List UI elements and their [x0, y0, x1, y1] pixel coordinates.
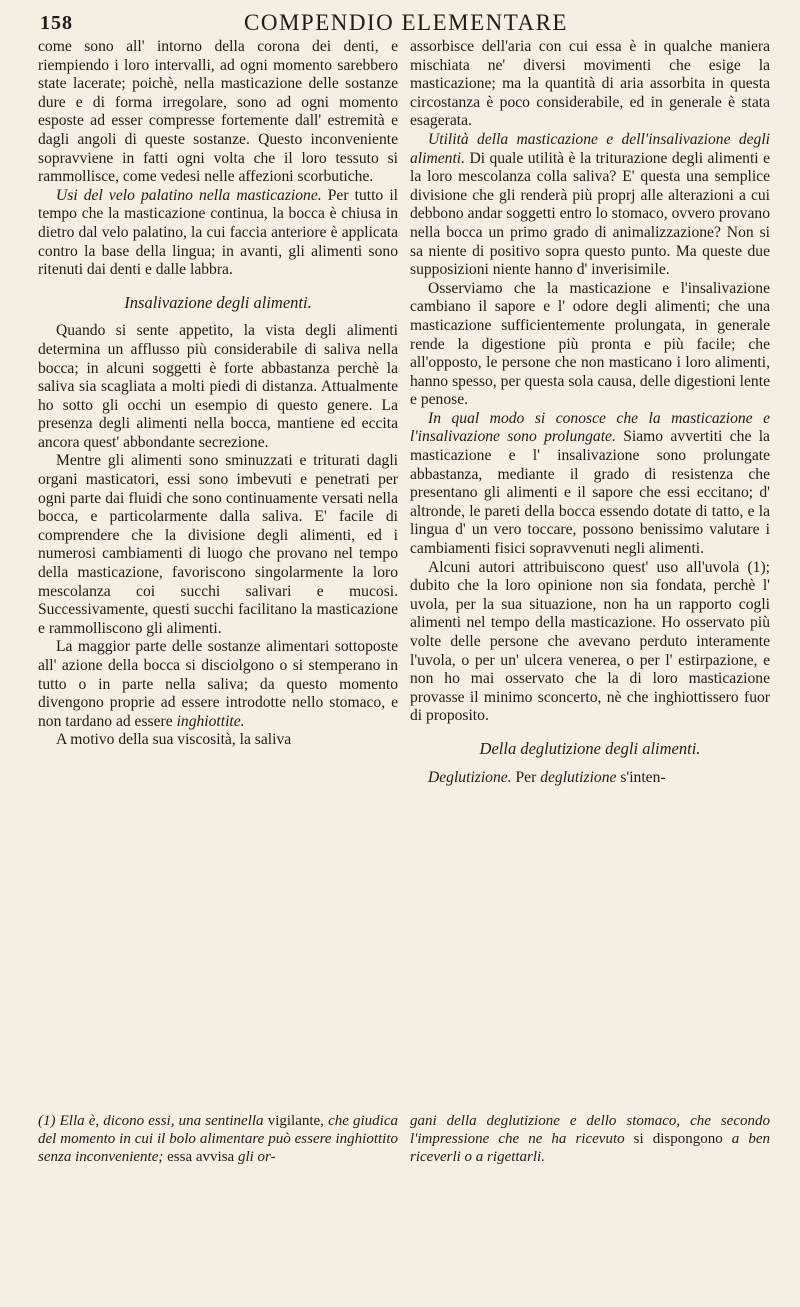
paragraph-italic: deglutizione	[540, 768, 617, 786]
paragraph	[38, 638, 398, 731]
paragraph-italic: inghiottite.	[176, 712, 245, 730]
paragraph	[410, 131, 770, 280]
paragraph-text: La maggior parte delle sostanze alimentari sottoposte all' azione della bocca si disciolgono o si stemperano in tutto o in parte nella saliva; da questo momento divengono proprie ad essere introdotte nello stomaco, e non tardano ad essere	[38, 638, 398, 730]
page-number: 158	[40, 12, 73, 34]
footnote-text: essa	[163, 1149, 196, 1166]
paragraph	[410, 769, 770, 788]
footnote-text: gli or-	[234, 1149, 276, 1166]
paragraph	[410, 410, 770, 559]
right-column	[410, 38, 770, 787]
paragraph: Osserviamo che la masticazione e l'insalivazione cambiano il sapore e l' odore degli alimenti; che una masticazione sufficientemente prolungata, in generale rende la digestione più pronta e più facile; che all'opposto, le persone che non masticano i loro alimenti, hanno spesso, per questa sola causa, delle digestioni lente e penose.	[410, 279, 770, 409]
footnote-text: avvisa	[195, 1149, 235, 1166]
section-heading: Della deglutizione degli alimenti.	[479, 738, 701, 758]
inline-title: In qual modo si conosce che la masticazione e l'insalivazione sono prolungate.	[410, 409, 770, 446]
footnote-text: (1) Ella è, dicono essi, una sentinella	[38, 1113, 264, 1129]
paragraph-text: Per tutto il tempo che la masticazione continua, la bocca è chiusa in dietro dal velo palatino, la cui faccia anteriore è applicata contro la base della lingua; in avanti, gli alimenti sono ritenuti dai denti e dalle labbra.	[38, 186, 398, 279]
paragraph-text: s'inten-	[616, 768, 666, 786]
section-heading: Insalivazione degli alimenti.	[124, 292, 312, 312]
footnote-right	[410, 1112, 770, 1167]
footnote-text: gani della deglutizione e dello stomaco, che secondo l'impressione che ne ha ricevuto	[410, 1113, 770, 1148]
paragraph-text: Per	[511, 768, 541, 786]
inline-title: Deglutizione.	[428, 768, 512, 786]
paragraph: Mentre gli alimenti sono sminuzzati e triturati dagli organi masticatori, essi sono imbevuti e penetrati per ogni parte dai fluidi che sono continuamente versati nella bocca, e particolarmente dalla saliva. E' facile di comprendere che la divisione degli alimenti, ed i numerosi cambiamenti di luogo che provano nel tempo della masticazione, favoriscono singolarmente la loro mescolanza coi succhi salivari e mucosi. Successivamente, questi succhi facilitano la masticazione e rammolliscono gli alimenti.	[38, 452, 398, 637]
paragraph: A motivo della sua viscosità, la saliva	[56, 731, 292, 749]
inline-title: Usi del velo palatino nella masticazione.	[56, 186, 322, 204]
footnote-text: che giudica del momento in cui il bolo alimentare può essere inghiottito senza inconveniente;	[38, 1113, 398, 1166]
footnote-text: si	[624, 1131, 653, 1148]
paragraph: Quando si sente appetito, la vista degli alimenti determina un afflusso più considerabile di saliva nella bocca; in alcuni soggetti è forte abbastanza perchè la saliva sia scagliata a molti piedi di distanza. Attualmente ho sotto gli occhi un esempio di questo genere. La presenza degli alimenti nella bocca, mantiene ed eccita ancora quest' abbondante secrezione.	[38, 322, 398, 451]
inline-title: Utilità della masticazione e dell'insalivazione degli alimenti.	[410, 130, 770, 167]
footnote-text: dispongono	[652, 1131, 723, 1148]
left-column	[38, 38, 398, 750]
paragraph-text: Siamo avvertiti che la masticazione e l' insalivazione sono prolungate abbastanza, mediante il grado di resistenza che presentano gli alimenti e il sapore che essi eccitano; d' altronde, le pareti della bocca essendo dotate di tatto, e la lingua d' un vero toccare, possono benissimo valutare i cambiamenti fisici sopravvenuti negli alimenti.	[410, 428, 770, 558]
footnote-text: a ben riceverli o a rigettarli.	[410, 1131, 770, 1166]
paragraph-text: Di quale utilità è la triturazione degli alimenti e la loro mescolanza colla saliva? E' questa una semplice divisione che gli renderà più proprj alle alterazioni a cui debbono andar soggetti entro lo stomaco, ovvero provano nella bocca un primo grado di animalizzazione? Non si sa niente di positivo sopra questo punto. Ma queste due supposizioni niente hanno d' inverisimile.	[410, 149, 770, 279]
page-header	[36, 8, 776, 38]
footnote-left	[38, 1112, 398, 1167]
paragraph: come sono all' intorno della corona dei denti, e riempiendo i loro intervalli, ad ogni momento sarebbero state lacerate; poichè, nella masticazione delle sostanze dure e di forma irregolare, sono ad ogni momento esposte ad esser compresse fortemente dall' estremità e dagli angoli di queste sostanze. Questo inconveniente sopravviene in fatti ogni volta che il loro tessuto si rammollisce, come vedesi nelle affezioni scorbutiche.	[38, 38, 398, 186]
footnote-text: vigilante,	[263, 1113, 329, 1129]
paragraph	[38, 187, 398, 280]
paragraph: Alcuni autori attribuiscono quest' uso all'uvola (1); dubito che la loro opinione non sia fondata, perchè l' uvola, per la sua situazione, non ha un rapporto cogli alimenti nel tempo della masticazione. Ho osservato più volte delle persone che avevano perduto interamente l'uvola, o per un' ulcera venerea, o per l' estirpazione, e non ho mai osservato che la di loro masticazione provasse il minimo sconcerto, nè che inghiottissero fuor di proposito.	[410, 558, 770, 725]
running-title: COMPENDIO ELEMENTARE	[244, 10, 568, 35]
paragraph: assorbisce dell'aria con cui essa è in qualche maniera mischiata ne' diversi movimenti che esige la masticazione; ma la quantità di aria assorbita in questa circostanza è poco considerabile, ed in generale è stata esagerata.	[410, 38, 770, 130]
